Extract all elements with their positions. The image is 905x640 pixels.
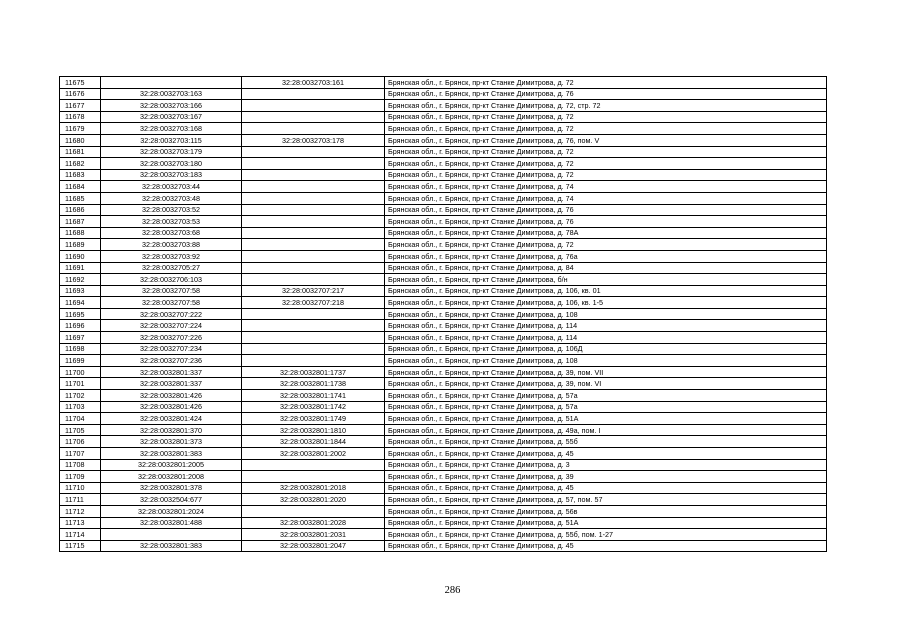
row-number-cell: 11701 xyxy=(60,378,101,390)
table-row xyxy=(60,332,827,344)
table-row xyxy=(60,250,827,262)
table-row xyxy=(60,158,827,170)
table-row xyxy=(60,413,827,425)
address-cell: Брянская обл., г. Брянск, пр-кт Станке Димитрова, д. 45 xyxy=(385,448,827,460)
row-number-cell: 11682 xyxy=(60,158,101,170)
address-cell: Брянская обл., г. Брянск, пр-кт Станке Димитрова, б/н xyxy=(385,274,827,286)
cadastral-number-cell: 32:28:0032707:234 xyxy=(101,343,242,355)
row-number-cell: 11676 xyxy=(60,88,101,100)
object-cadastral-number-cell: 32:28:0032801:2028 xyxy=(242,517,385,529)
table-row xyxy=(60,239,827,251)
row-number-cell: 11707 xyxy=(60,448,101,460)
table-row xyxy=(60,401,827,413)
address-cell: Брянская обл., г. Брянск, пр-кт Станке Димитрова, д. 3 xyxy=(385,459,827,471)
cadastral-number-cell: 32:28:0032705:27 xyxy=(101,262,242,274)
address-cell: Брянская обл., г. Брянск, пр-кт Станке Димитрова, д. 55б, пом. 1-27 xyxy=(385,529,827,541)
table-row xyxy=(60,482,827,494)
cadastral-number-cell xyxy=(101,77,242,89)
row-number-cell: 11679 xyxy=(60,123,101,135)
table-row xyxy=(60,216,827,228)
row-number-cell: 11681 xyxy=(60,146,101,158)
address-cell: Брянская обл., г. Брянск, пр-кт Станке Димитрова, д. 51А xyxy=(385,517,827,529)
address-cell: Брянская обл., г. Брянск, пр-кт Станке Димитрова, д. 57а xyxy=(385,401,827,413)
object-cadastral-number-cell xyxy=(242,216,385,228)
cadastral-number-cell: 32:28:0032801:373 xyxy=(101,436,242,448)
table-row xyxy=(60,355,827,367)
address-cell: Брянская обл., г. Брянск, пр-кт Станке Димитрова, д. 76а xyxy=(385,250,827,262)
object-cadastral-number-cell xyxy=(242,192,385,204)
object-cadastral-number-cell xyxy=(242,320,385,332)
table-row xyxy=(60,390,827,402)
row-number-cell: 11700 xyxy=(60,366,101,378)
table-row xyxy=(60,459,827,471)
cadastral-number-cell: 32:28:0032801:370 xyxy=(101,424,242,436)
table-row xyxy=(60,169,827,181)
row-number-cell: 11711 xyxy=(60,494,101,506)
table-row xyxy=(60,505,827,517)
row-number-cell: 11694 xyxy=(60,297,101,309)
object-cadastral-number-cell xyxy=(242,146,385,158)
cadastral-number-cell: 32:28:0032707:58 xyxy=(101,285,242,297)
table-row xyxy=(60,285,827,297)
row-number-cell: 11687 xyxy=(60,216,101,228)
table-row xyxy=(60,436,827,448)
object-cadastral-number-cell xyxy=(242,332,385,344)
object-cadastral-number-cell xyxy=(242,169,385,181)
address-cell: Брянская обл., г. Брянск, пр-кт Станке Димитрова, д. 72 xyxy=(385,111,827,123)
row-number-cell: 11712 xyxy=(60,505,101,517)
cadastral-number-cell: 32:28:0032703:53 xyxy=(101,216,242,228)
object-cadastral-number-cell xyxy=(242,274,385,286)
object-cadastral-number-cell: 32:28:0032801:1844 xyxy=(242,436,385,448)
cadastral-number-cell: 32:28:0032801:337 xyxy=(101,366,242,378)
table-row xyxy=(60,308,827,320)
row-number-cell: 11678 xyxy=(60,111,101,123)
address-cell: Брянская обл., г. Брянск, пр-кт Станке Димитрова, д. 76 xyxy=(385,88,827,100)
address-cell: Брянская обл., г. Брянск, пр-кт Станке Димитрова, д. 114 xyxy=(385,332,827,344)
object-cadastral-number-cell xyxy=(242,308,385,320)
row-number-cell: 11685 xyxy=(60,192,101,204)
cadastral-number-cell: 32:28:0032703:48 xyxy=(101,192,242,204)
row-number-cell: 11689 xyxy=(60,239,101,251)
object-cadastral-number-cell: 32:28:0032801:2018 xyxy=(242,482,385,494)
address-cell: Брянская обл., г. Брянск, пр-кт Станке Димитрова, д. 72 xyxy=(385,123,827,135)
address-cell: Брянская обл., г. Брянск, пр-кт Станке Димитрова, д. 78А xyxy=(385,227,827,239)
table-row xyxy=(60,540,827,552)
address-cell: Брянская обл., г. Брянск, пр-кт Станке Димитрова, д. 57а xyxy=(385,390,827,402)
cadastral-number-cell: 32:28:0032801:2008 xyxy=(101,471,242,483)
document-table xyxy=(59,76,827,552)
table-row xyxy=(60,181,827,193)
object-cadastral-number-cell: 32:28:0032801:1741 xyxy=(242,390,385,402)
cadastral-number-cell: 32:28:0032703:163 xyxy=(101,88,242,100)
address-cell: Брянская обл., г. Брянск, пр-кт Станке Димитрова, д. 72 xyxy=(385,77,827,89)
address-cell: Брянская обл., г. Брянск, пр-кт Станке Димитрова, д. 56в xyxy=(385,505,827,517)
address-cell: Брянская обл., г. Брянск, пр-кт Станке Димитрова, д. 39, пом. VII xyxy=(385,366,827,378)
object-cadastral-number-cell: 32:28:0032801:2020 xyxy=(242,494,385,506)
table-row xyxy=(60,366,827,378)
cadastral-number-cell: 32:28:0032703:167 xyxy=(101,111,242,123)
address-cell: Брянская обл., г. Брянск, пр-кт Станке Димитрова, д. 45 xyxy=(385,540,827,552)
object-cadastral-number-cell: 32:28:0032707:217 xyxy=(242,285,385,297)
address-cell: Брянская обл., г. Брянск, пр-кт Станке Димитрова, д. 74 xyxy=(385,181,827,193)
object-cadastral-number-cell xyxy=(242,181,385,193)
table-row xyxy=(60,192,827,204)
table-row xyxy=(60,343,827,355)
row-number-cell: 11695 xyxy=(60,308,101,320)
row-number-cell: 11680 xyxy=(60,134,101,146)
cadastral-number-cell: 32:28:0032703:92 xyxy=(101,250,242,262)
row-number-cell: 11709 xyxy=(60,471,101,483)
row-number-cell: 11686 xyxy=(60,204,101,216)
address-cell: Брянская обл., г. Брянск, пр-кт Станке Димитрова, д. 57, пом. 57 xyxy=(385,494,827,506)
cadastral-number-cell: 32:28:0032703:115 xyxy=(101,134,242,146)
cadastral-number-cell: 32:28:0032801:488 xyxy=(101,517,242,529)
row-number-cell: 11688 xyxy=(60,227,101,239)
cadastral-number-cell: 32:28:0032707:222 xyxy=(101,308,242,320)
row-number-cell: 11696 xyxy=(60,320,101,332)
address-cell: Брянская обл., г. Брянск, пр-кт Станке Димитрова, д. 106Д xyxy=(385,343,827,355)
table-row xyxy=(60,100,827,112)
object-cadastral-number-cell: 32:28:0032801:1742 xyxy=(242,401,385,413)
object-cadastral-number-cell xyxy=(242,100,385,112)
cadastral-number-cell: 32:28:0032703:183 xyxy=(101,169,242,181)
cadastral-number-cell xyxy=(101,529,242,541)
row-number-cell: 11704 xyxy=(60,413,101,425)
cadastral-number-cell: 32:28:0032703:168 xyxy=(101,123,242,135)
row-number-cell: 11703 xyxy=(60,401,101,413)
cadastral-number-cell: 32:28:0032801:383 xyxy=(101,540,242,552)
row-number-cell: 11698 xyxy=(60,343,101,355)
table-row xyxy=(60,77,827,89)
address-cell: Брянская обл., г. Брянск, пр-кт Станке Димитрова, д. 39, пом. VI xyxy=(385,378,827,390)
table-row xyxy=(60,320,827,332)
row-number-cell: 11714 xyxy=(60,529,101,541)
cadastral-number-cell: 32:28:0032801:424 xyxy=(101,413,242,425)
row-number-cell: 11710 xyxy=(60,482,101,494)
cadastral-number-cell: 32:28:0032703:166 xyxy=(101,100,242,112)
address-cell: Брянская обл., г. Брянск, пр-кт Станке Димитрова, д. 74 xyxy=(385,192,827,204)
table-row xyxy=(60,88,827,100)
address-cell: Брянская обл., г. Брянск, пр-кт Станке Димитрова, д. 108 xyxy=(385,355,827,367)
row-number-cell: 11705 xyxy=(60,424,101,436)
address-cell: Брянская обл., г. Брянск, пр-кт Станке Димитрова, д. 106, кв. 01 xyxy=(385,285,827,297)
table-row xyxy=(60,111,827,123)
row-number-cell: 11691 xyxy=(60,262,101,274)
row-number-cell: 11697 xyxy=(60,332,101,344)
table-row xyxy=(60,448,827,460)
object-cadastral-number-cell: 32:28:0032707:218 xyxy=(242,297,385,309)
object-cadastral-number-cell xyxy=(242,158,385,170)
cadastral-number-cell: 32:28:0032706:103 xyxy=(101,274,242,286)
address-cell: Брянская обл., г. Брянск, пр-кт Станке Димитрова, д. 106, кв. 1-5 xyxy=(385,297,827,309)
row-number-cell: 11699 xyxy=(60,355,101,367)
cadastral-number-cell: 32:28:0032703:180 xyxy=(101,158,242,170)
row-number-cell: 11692 xyxy=(60,274,101,286)
cadastral-number-cell: 32:28:0032703:179 xyxy=(101,146,242,158)
table-row xyxy=(60,262,827,274)
cadastral-number-cell: 32:28:0032801:2005 xyxy=(101,459,242,471)
cadastral-number-cell: 32:28:0032703:52 xyxy=(101,204,242,216)
cadastral-number-cell: 32:28:0032801:2024 xyxy=(101,505,242,517)
object-cadastral-number-cell: 32:28:0032801:1737 xyxy=(242,366,385,378)
address-cell: Брянская обл., г. Брянск, пр-кт Станке Димитрова, д. 72 xyxy=(385,158,827,170)
cadastral-number-cell: 32:28:0032707:58 xyxy=(101,297,242,309)
table-row xyxy=(60,517,827,529)
row-number-cell: 11684 xyxy=(60,181,101,193)
address-cell: Брянская обл., г. Брянск, пр-кт Станке Димитрова, д. 72, стр. 72 xyxy=(385,100,827,112)
object-cadastral-number-cell: 32:28:0032801:2047 xyxy=(242,540,385,552)
row-number-cell: 11690 xyxy=(60,250,101,262)
table-row xyxy=(60,471,827,483)
table-row xyxy=(60,134,827,146)
object-cadastral-number-cell xyxy=(242,227,385,239)
object-cadastral-number-cell xyxy=(242,111,385,123)
address-cell: Брянская обл., г. Брянск, пр-кт Станке Димитрова, д. 45 xyxy=(385,482,827,494)
object-cadastral-number-cell xyxy=(242,88,385,100)
cadastral-number-cell: 32:28:0032801:337 xyxy=(101,378,242,390)
object-cadastral-number-cell xyxy=(242,250,385,262)
cadastral-number-cell: 32:28:0032707:224 xyxy=(101,320,242,332)
object-cadastral-number-cell xyxy=(242,471,385,483)
cadastral-number-cell: 32:28:0032703:44 xyxy=(101,181,242,193)
object-cadastral-number-cell: 32:28:0032703:161 xyxy=(242,77,385,89)
address-cell: Брянская обл., г. Брянск, пр-кт Станке Димитрова, д. 114 xyxy=(385,320,827,332)
table-row xyxy=(60,274,827,286)
address-cell: Брянская обл., г. Брянск, пр-кт Станке Димитрова, д. 49а, пом. I xyxy=(385,424,827,436)
address-cell: Брянская обл., г. Брянск, пр-кт Станке Димитрова, д. 76, пом. V xyxy=(385,134,827,146)
address-cell: Брянская обл., г. Брянск, пр-кт Станке Димитрова, д. 76 xyxy=(385,204,827,216)
address-cell: Брянская обл., г. Брянск, пр-кт Станке Димитрова, д. 55б xyxy=(385,436,827,448)
page-number: 286 xyxy=(444,585,461,596)
row-number-cell: 11693 xyxy=(60,285,101,297)
table-row xyxy=(60,529,827,541)
object-cadastral-number-cell: 32:28:0032801:2031 xyxy=(242,529,385,541)
cadastral-number-cell: 32:28:0032707:226 xyxy=(101,332,242,344)
address-cell: Брянская обл., г. Брянск, пр-кт Станке Димитрова, д. 84 xyxy=(385,262,827,274)
object-cadastral-number-cell xyxy=(242,459,385,471)
row-number-cell: 11706 xyxy=(60,436,101,448)
table-row xyxy=(60,146,827,158)
cadastral-number-cell: 32:28:0032707:236 xyxy=(101,355,242,367)
table-row xyxy=(60,494,827,506)
address-cell: Брянская обл., г. Брянск, пр-кт Станке Димитрова, д. 108 xyxy=(385,308,827,320)
object-cadastral-number-cell xyxy=(242,123,385,135)
address-cell: Брянская обл., г. Брянск, пр-кт Станке Димитрова, д. 76 xyxy=(385,216,827,228)
object-cadastral-number-cell: 32:28:0032801:1810 xyxy=(242,424,385,436)
cadastral-number-cell: 32:28:0032801:426 xyxy=(101,401,242,413)
object-cadastral-number-cell: 32:28:0032801:1738 xyxy=(242,378,385,390)
table-row xyxy=(60,204,827,216)
cadastral-number-cell: 32:28:0032801:378 xyxy=(101,482,242,494)
row-number-cell: 11713 xyxy=(60,517,101,529)
object-cadastral-number-cell xyxy=(242,262,385,274)
cadastral-number-cell: 32:28:0032801:426 xyxy=(101,390,242,402)
table-body xyxy=(60,77,827,552)
row-number-cell: 11708 xyxy=(60,459,101,471)
table-row xyxy=(60,123,827,135)
cadastral-number-cell: 32:28:0032801:383 xyxy=(101,448,242,460)
object-cadastral-number-cell xyxy=(242,355,385,367)
object-cadastral-number-cell xyxy=(242,204,385,216)
object-cadastral-number-cell: 32:28:0032703:178 xyxy=(242,134,385,146)
row-number-cell: 11683 xyxy=(60,169,101,181)
object-cadastral-number-cell xyxy=(242,343,385,355)
table-row xyxy=(60,424,827,436)
row-number-cell: 11675 xyxy=(60,77,101,89)
address-cell: Брянская обл., г. Брянск, пр-кт Станке Димитрова, д. 72 xyxy=(385,239,827,251)
cadastral-number-cell: 32:28:0032703:88 xyxy=(101,239,242,251)
cadastral-number-cell: 32:28:0032703:68 xyxy=(101,227,242,239)
table-row xyxy=(60,297,827,309)
object-cadastral-number-cell: 32:28:0032801:1749 xyxy=(242,413,385,425)
address-cell: Брянская обл., г. Брянск, пр-кт Станке Димитрова, д. 72 xyxy=(385,146,827,158)
table-row xyxy=(60,378,827,390)
cadastral-number-cell: 32:28:0032504:677 xyxy=(101,494,242,506)
row-number-cell: 11715 xyxy=(60,540,101,552)
row-number-cell: 11702 xyxy=(60,390,101,402)
table-row xyxy=(60,227,827,239)
address-cell: Брянская обл., г. Брянск, пр-кт Станке Димитрова, д. 51А xyxy=(385,413,827,425)
row-number-cell: 11677 xyxy=(60,100,101,112)
address-cell: Брянская обл., г. Брянск, пр-кт Станке Димитрова, д. 72 xyxy=(385,169,827,181)
object-cadastral-number-cell xyxy=(242,239,385,251)
object-cadastral-number-cell: 32:28:0032801:2002 xyxy=(242,448,385,460)
object-cadastral-number-cell xyxy=(242,505,385,517)
address-cell: Брянская обл., г. Брянск, пр-кт Станке Димитрова, д. 39 xyxy=(385,471,827,483)
